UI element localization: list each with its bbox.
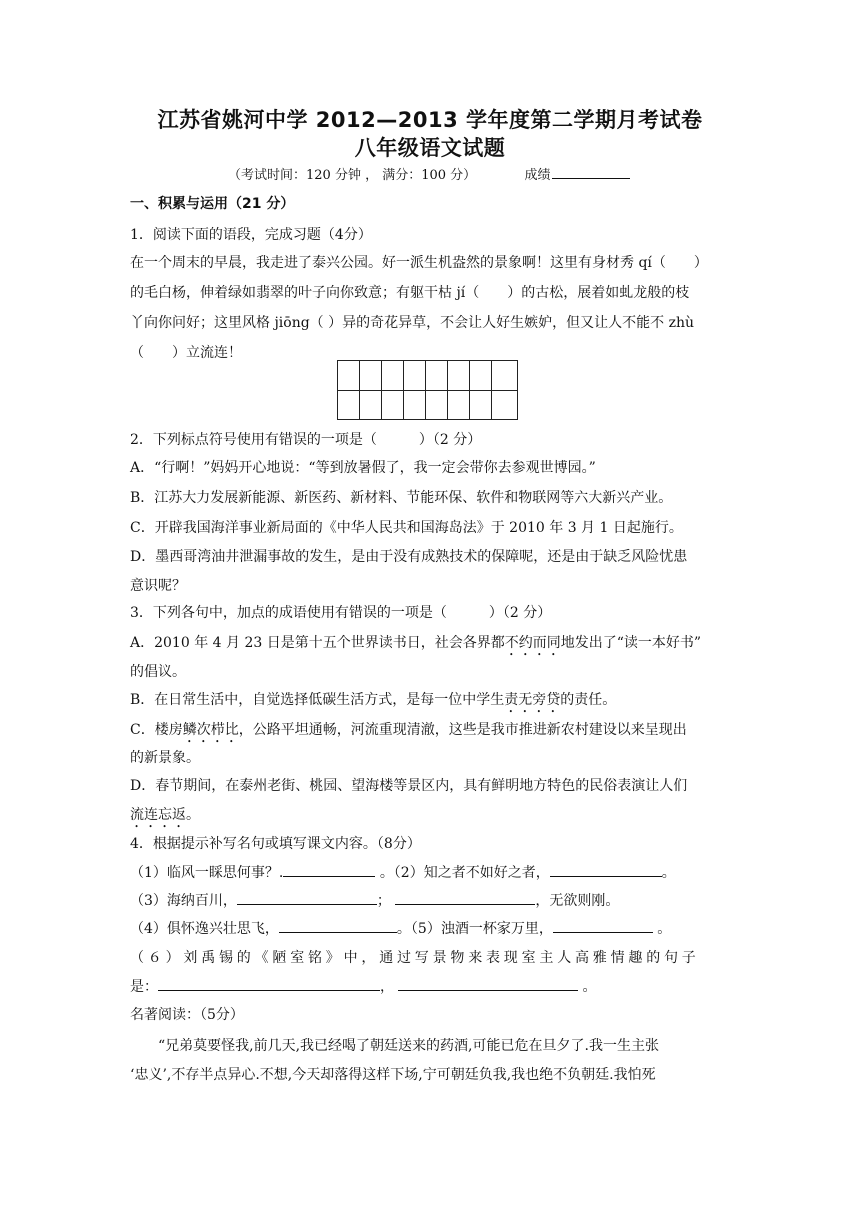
q3-a-text: A．2010 年 4 月 23 日是第十五个世界读书日，社会各界都	[130, 635, 505, 651]
q2-option-d: D．墨西哥湾油井泄漏事故的发生，是由于没有成熟技术的保障呢，还是由于缺乏风险忧患	[130, 549, 688, 565]
q2-option-c: C．开辟我国海洋事业新局面的《中华人民共和国海岛法》于 2010 年 3 月 1 日起施行。	[130, 520, 683, 536]
q2-stem: 2．下列标点符号使用有错误的一项是（ ）（2 分）	[130, 432, 482, 448]
exam-info-row	[228, 164, 838, 186]
answer-blank[interactable]	[553, 918, 653, 933]
answer-blank[interactable]	[395, 890, 535, 905]
q4-item-3	[130, 890, 740, 911]
q3-option-c-cont: 的新景象。	[130, 750, 200, 766]
q2-option-b: B．江苏大力发展新能源、新医药、新材料、节能环保、软件和物联网等六大新兴产业。	[130, 490, 673, 506]
score-label: 成绩	[524, 168, 551, 183]
q4-stem: 4．根据提示补写名句或填写课文内容。（8分）	[130, 836, 421, 852]
answer-blank[interactable]	[237, 890, 377, 905]
q3-b-text-end: 的责任。	[560, 692, 617, 708]
q1-line: （ ）立流连！	[130, 345, 242, 361]
q4-prompt: （4）俱怀逸兴壮思飞，	[130, 921, 279, 937]
q4-item-6-cont	[130, 976, 740, 997]
exam-subtitle: 八年级语文试题	[354, 136, 506, 160]
q2-option-d-cont: 意识呢？	[130, 578, 186, 594]
q4-punct: 。	[657, 921, 672, 937]
section-heading: 一、积累与运用（21 分）	[130, 196, 295, 212]
q3-option-a-cont: 的倡议。	[130, 664, 186, 680]
q3-d-idiom: 流连忘返	[130, 807, 186, 823]
q3-stem: 3．下列各句中，加点的成语使用有错误的一项是（ ）（2 分）	[130, 605, 552, 621]
score-blank[interactable]	[552, 164, 630, 179]
exam-title: 江苏省姚河中学 2012—2013 学年度第二学期月考试卷	[157, 108, 703, 132]
q3-option-d: D．春节期间，在泰州老街、桃园、望海楼等景区内，具有鲜明地方特色的民俗表演让人们	[130, 778, 688, 794]
q3-b-text: B．在日常生活中，自觉选择低碳生活方式，是每一位中学生	[130, 692, 505, 708]
q4-prompt: 。（5）浊酒一杯家万里，	[396, 921, 553, 937]
reading-passage-cont: ‘忠义’,不存半点异心.不想,今天却落得这样下场,宁可朝廷负我,我也绝不负朝廷.我怕死	[130, 1067, 656, 1083]
q4-prompt: （3）海纳百川，	[130, 893, 237, 909]
q4-item-6: （６）刘禹锡的《陋室铭》中，通过写景物来表现室主人高雅情趣的句子	[130, 950, 700, 966]
q4-prompt: （1）临风一睬思何事？.	[130, 865, 284, 881]
q4-punct: 。	[582, 979, 597, 995]
q4-prompt: ，无欲则刚。	[535, 893, 620, 909]
q1-stem: 1．阅读下面的语段，完成习题（4分）	[130, 227, 372, 243]
q3-option-a	[130, 633, 740, 659]
q3-a-idiom: 不约而同	[504, 635, 561, 651]
q3-c-text: C．楼房	[130, 722, 183, 738]
q4-punct: ；	[376, 893, 391, 909]
answer-blank[interactable]	[550, 862, 662, 877]
q3-option-d-cont	[130, 805, 740, 831]
answer-blank[interactable]	[158, 976, 380, 991]
q3-b-idiom: 责无旁贷	[504, 692, 561, 708]
reading-passage: “兄弟莫要怪我,前几天,我已经喝了朝廷送来的药酒,可能已危在旦夕了.我一生主张	[158, 1038, 659, 1054]
q4-prompt: 是：	[130, 979, 158, 995]
grid-midline	[338, 390, 517, 391]
q3-d-text-end: 。	[186, 807, 200, 823]
answer-grid[interactable]	[337, 360, 518, 420]
exam-info: （考试时间：120 分钟 ， 满分：100 分）	[228, 168, 477, 183]
q3-option-b	[130, 690, 740, 716]
q3-c-idiom: 鳞次栉比	[182, 722, 239, 738]
q4-item-1-2	[130, 862, 740, 883]
answer-blank[interactable]	[398, 976, 578, 991]
q3-option-c	[130, 720, 740, 746]
q3-a-text-end: 地发出了“读一本好书”	[560, 635, 702, 651]
answer-blank[interactable]	[283, 862, 375, 877]
q1-line: 丫向你问好；这里风格 jiōng（ ）异的奇花异草，不会让人好生嫉妒，但又让人不能不 zhù	[130, 315, 694, 331]
q1-line: 在一个周末的早晨，我走进了泰兴公园。好一派生机盎然的景象啊！这里有身材秀 qí（ ）	[130, 255, 708, 271]
q4-item-4-5	[130, 918, 740, 939]
q4-prompt: 。（2）知之者不如好之者，	[379, 865, 550, 881]
q4-punct: 。	[661, 865, 676, 881]
q1-line: 的毛白杨，伸着绿如翡翠的叶子向你致意；有躯干枯 jí（ ）的古松，展着如虬龙般的枝	[130, 285, 690, 301]
q4-punct: ，	[380, 979, 394, 995]
q3-c-text-end: ，公路平坦通畅，河流重现清澈，这些是我市推进新农村建设以来呈现出	[238, 722, 687, 738]
q2-option-a: A．“行啊！”妈妈开心地说：“等到放暑假了，我一定会带你去参观世博园。”	[130, 460, 596, 476]
reading-stem: 名著阅读：（5分）	[130, 1007, 244, 1023]
answer-blank[interactable]	[279, 918, 397, 933]
